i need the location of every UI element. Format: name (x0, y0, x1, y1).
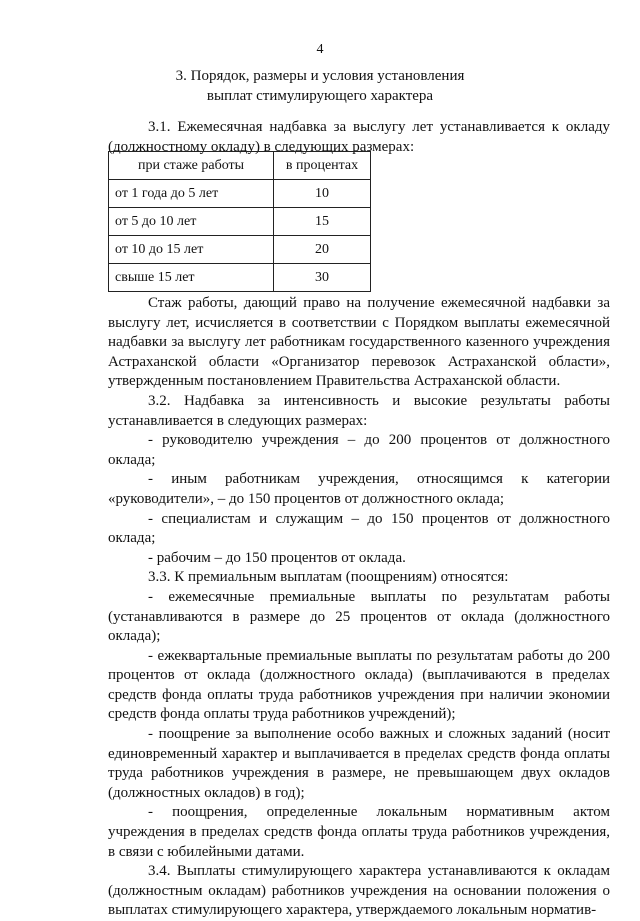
main-text (108, 294, 610, 921)
table-row (109, 208, 371, 236)
list-item: - поощрение за выполнение особо важных и сложных заданий (носит единовременный характер и выплачивается в пределах средств фонда оплаты труда работников учреждения в размере, не превышающем двух окладов (должностных окладов) в год); (108, 726, 610, 801)
seniority-bonus-table (108, 151, 371, 292)
list-item: - ежемесячные премиальные выплаты по результатам работы (устанавливаются в размере до 25 процентов от оклада (должностного оклада); (108, 588, 610, 645)
table-header-period: при стаже работы (109, 152, 274, 180)
table-cell-period: свыше 15 лет (109, 264, 274, 292)
table-header-row (109, 152, 371, 180)
list-item: - поощрения, определенные локальным нормативным актом учреждения в пределах средств фонда оплаты труда работников учреждения, в связи с юбилейными датами. (108, 804, 610, 860)
paragraph: Стаж работы, дающий право на получение ежемесячной надбавки за выслугу лет, исчисляется в соответствии с Порядком выплаты ежемесячной надбавки за выслугу лет работникам государственного казенного учреждения Астраханской области «Организатор перевозок Астраханской области», утвержденным постановлением Правительства Астраханской области. (108, 295, 610, 390)
paragraph: 3.3. К премиальным выплатам (поощрениям) относятся: (148, 569, 509, 586)
table-cell-period: от 1 года до 5 лет (109, 180, 274, 208)
section-title-line-1: 3. Порядок, размеры и условия установления (175, 68, 465, 84)
list-item: - руководителю учреждения – до 200 процентов от должностного оклада; (108, 432, 610, 468)
table-header-percent: в процентах (274, 152, 371, 180)
section-title (0, 66, 640, 106)
table-cell-percent: 10 (274, 180, 371, 208)
list-item: - иным работникам учреждения, относящимся к категории «руководители», – до 150 процентов от должностного оклада; (108, 471, 610, 507)
table-cell-percent: 15 (274, 208, 371, 236)
table-cell-period: от 5 до 10 лет (109, 208, 274, 236)
list-item: - рабочим – до 150 процентов от оклада. (148, 549, 406, 566)
list-item: - ежеквартальные премиальные выплаты по результатам работы до 200 процентов от оклада (должностного оклада) (выплачиваются в пределах средств фонда оплаты труда работников учреждения при наличии экономии средств фонда оплаты труда работников учреждений); (108, 647, 610, 723)
table-cell-percent: 30 (274, 264, 371, 292)
intro-paragraph: 3.1. Ежемесячная надбавка за выслугу лет устанавливается к окладу (должностному окладу) в следующих размерах: (108, 119, 610, 155)
table-row (109, 264, 371, 292)
table-row (109, 236, 371, 264)
table-cell-percent: 20 (274, 236, 371, 264)
page-number: 4 (316, 42, 324, 57)
table-cell-period: от 10 до 15 лет (109, 236, 274, 264)
paragraph: 3.4. Выплаты стимулирующего характера устанавливаются к окладам (должностным окладам) работников учреждения на основании положения о выплатах стимулирующего характера, утверждаемого локальным норматив- (108, 863, 610, 919)
section-title-line-2: выплат стимулирующего характера (206, 88, 434, 104)
table-row (109, 180, 371, 208)
list-item: - специалистам и служащим – до 150 процентов от должностного оклада; (108, 510, 610, 547)
paragraph: 3.2. Надбавка за интенсивность и высокие результаты работы устанавливается в следующих размерах: (108, 392, 610, 429)
